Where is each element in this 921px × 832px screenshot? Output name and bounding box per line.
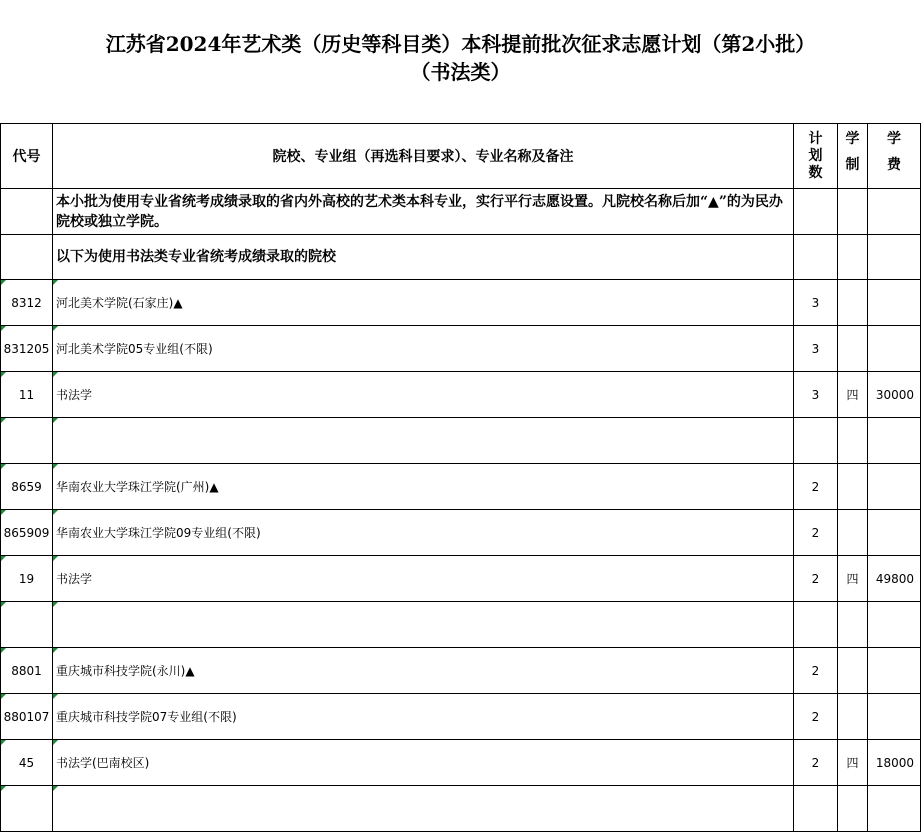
cell-code: 865909	[1, 510, 53, 556]
cell-name: 书法学(巴南校区)	[53, 740, 794, 786]
cell-plan: 2	[794, 464, 838, 510]
header-row	[1, 124, 921, 189]
cell-code	[1, 602, 53, 648]
cell-code	[1, 418, 53, 464]
cell-code: 8801	[1, 648, 53, 694]
table-row	[1, 786, 921, 832]
cell-name: 书法学	[53, 556, 794, 602]
cell-duration	[838, 648, 868, 694]
table-row	[1, 740, 921, 786]
notice-text: 本小批为使用专业省统考成绩录取的省内外高校的艺术类本科专业，实行平行志愿设置。凡院校名称后加“▲”的为民办院校或独立学院。	[53, 189, 794, 235]
cell-fee	[868, 786, 921, 832]
cell-name	[53, 786, 794, 832]
cell-duration	[838, 464, 868, 510]
cell-duration	[838, 418, 868, 464]
cell-plan	[794, 602, 838, 648]
cell-duration	[838, 510, 868, 556]
cell-code: 11	[1, 372, 53, 418]
notice-row	[1, 189, 921, 235]
cell-name: 重庆城市科技学院07专业组(不限)	[53, 694, 794, 740]
table-row	[1, 556, 921, 602]
cell-code: 8312	[1, 280, 53, 326]
table-row	[1, 372, 921, 418]
table-row	[1, 326, 921, 372]
header-plan: 计 划 数	[794, 124, 838, 189]
cell-duration	[838, 602, 868, 648]
cell-name: 华南农业大学珠江学院09专业组(不限)	[53, 510, 794, 556]
cell-fee	[868, 694, 921, 740]
cell-duration: 四	[838, 740, 868, 786]
header-duration: 学 制	[838, 124, 868, 189]
table-row	[1, 280, 921, 326]
cell-fee	[868, 464, 921, 510]
table-row	[1, 464, 921, 510]
cell-code: 19	[1, 556, 53, 602]
cell-name: 重庆城市科技学院(永川)▲	[53, 648, 794, 694]
header-fee: 学 费	[868, 124, 921, 189]
cell-code: 8659	[1, 464, 53, 510]
table-row	[1, 510, 921, 556]
cell-plan: 2	[794, 694, 838, 740]
cell-plan	[794, 418, 838, 464]
cell-plan: 2	[794, 510, 838, 556]
cell-duration	[838, 326, 868, 372]
cell-name	[53, 418, 794, 464]
cell-plan: 2	[794, 648, 838, 694]
cell-name: 书法学	[53, 372, 794, 418]
cell-fee: 30000	[868, 372, 921, 418]
title-line-2: （书法类）	[410, 60, 511, 84]
cell-plan: 2	[794, 556, 838, 602]
header-name: 院校、专业组（再选科目要求）、专业名称及备注	[53, 124, 794, 189]
title-line-1: 江苏省2024年艺术类（历史等科目类）本科提前批次征求志愿计划（第2小批）	[105, 32, 816, 56]
cell-name: 华南农业大学珠江学院(广州)▲	[53, 464, 794, 510]
cell-plan: 2	[794, 740, 838, 786]
cell-code: 831205	[1, 326, 53, 372]
table-row	[1, 694, 921, 740]
cell-fee	[868, 602, 921, 648]
cell-plan: 3	[794, 280, 838, 326]
document-title	[0, 30, 921, 86]
cell-duration: 四	[838, 556, 868, 602]
cell-fee: 49800	[868, 556, 921, 602]
cell-fee	[868, 648, 921, 694]
cell-code: 880107	[1, 694, 53, 740]
table-row	[1, 602, 921, 648]
cell-fee	[868, 510, 921, 556]
cell-plan: 3	[794, 326, 838, 372]
header-code: 代号	[1, 124, 53, 189]
cell-plan: 3	[794, 372, 838, 418]
section-row	[1, 235, 921, 280]
cell-fee	[868, 418, 921, 464]
cell-duration	[838, 786, 868, 832]
cell-code	[1, 786, 53, 832]
cell-code: 45	[1, 740, 53, 786]
cell-duration	[838, 694, 868, 740]
cell-fee	[868, 326, 921, 372]
cell-fee: 18000	[868, 740, 921, 786]
plan-table	[0, 123, 921, 832]
cell-fee	[868, 280, 921, 326]
table-row	[1, 648, 921, 694]
section-text: 以下为使用书法类专业省统考成绩录取的院校	[53, 235, 794, 280]
cell-name	[53, 602, 794, 648]
cell-duration: 四	[838, 372, 868, 418]
cell-duration	[838, 280, 868, 326]
cell-name: 河北美术学院05专业组(不限)	[53, 326, 794, 372]
cell-name: 河北美术学院(石家庄)▲	[53, 280, 794, 326]
cell-plan	[794, 786, 838, 832]
table-row	[1, 418, 921, 464]
